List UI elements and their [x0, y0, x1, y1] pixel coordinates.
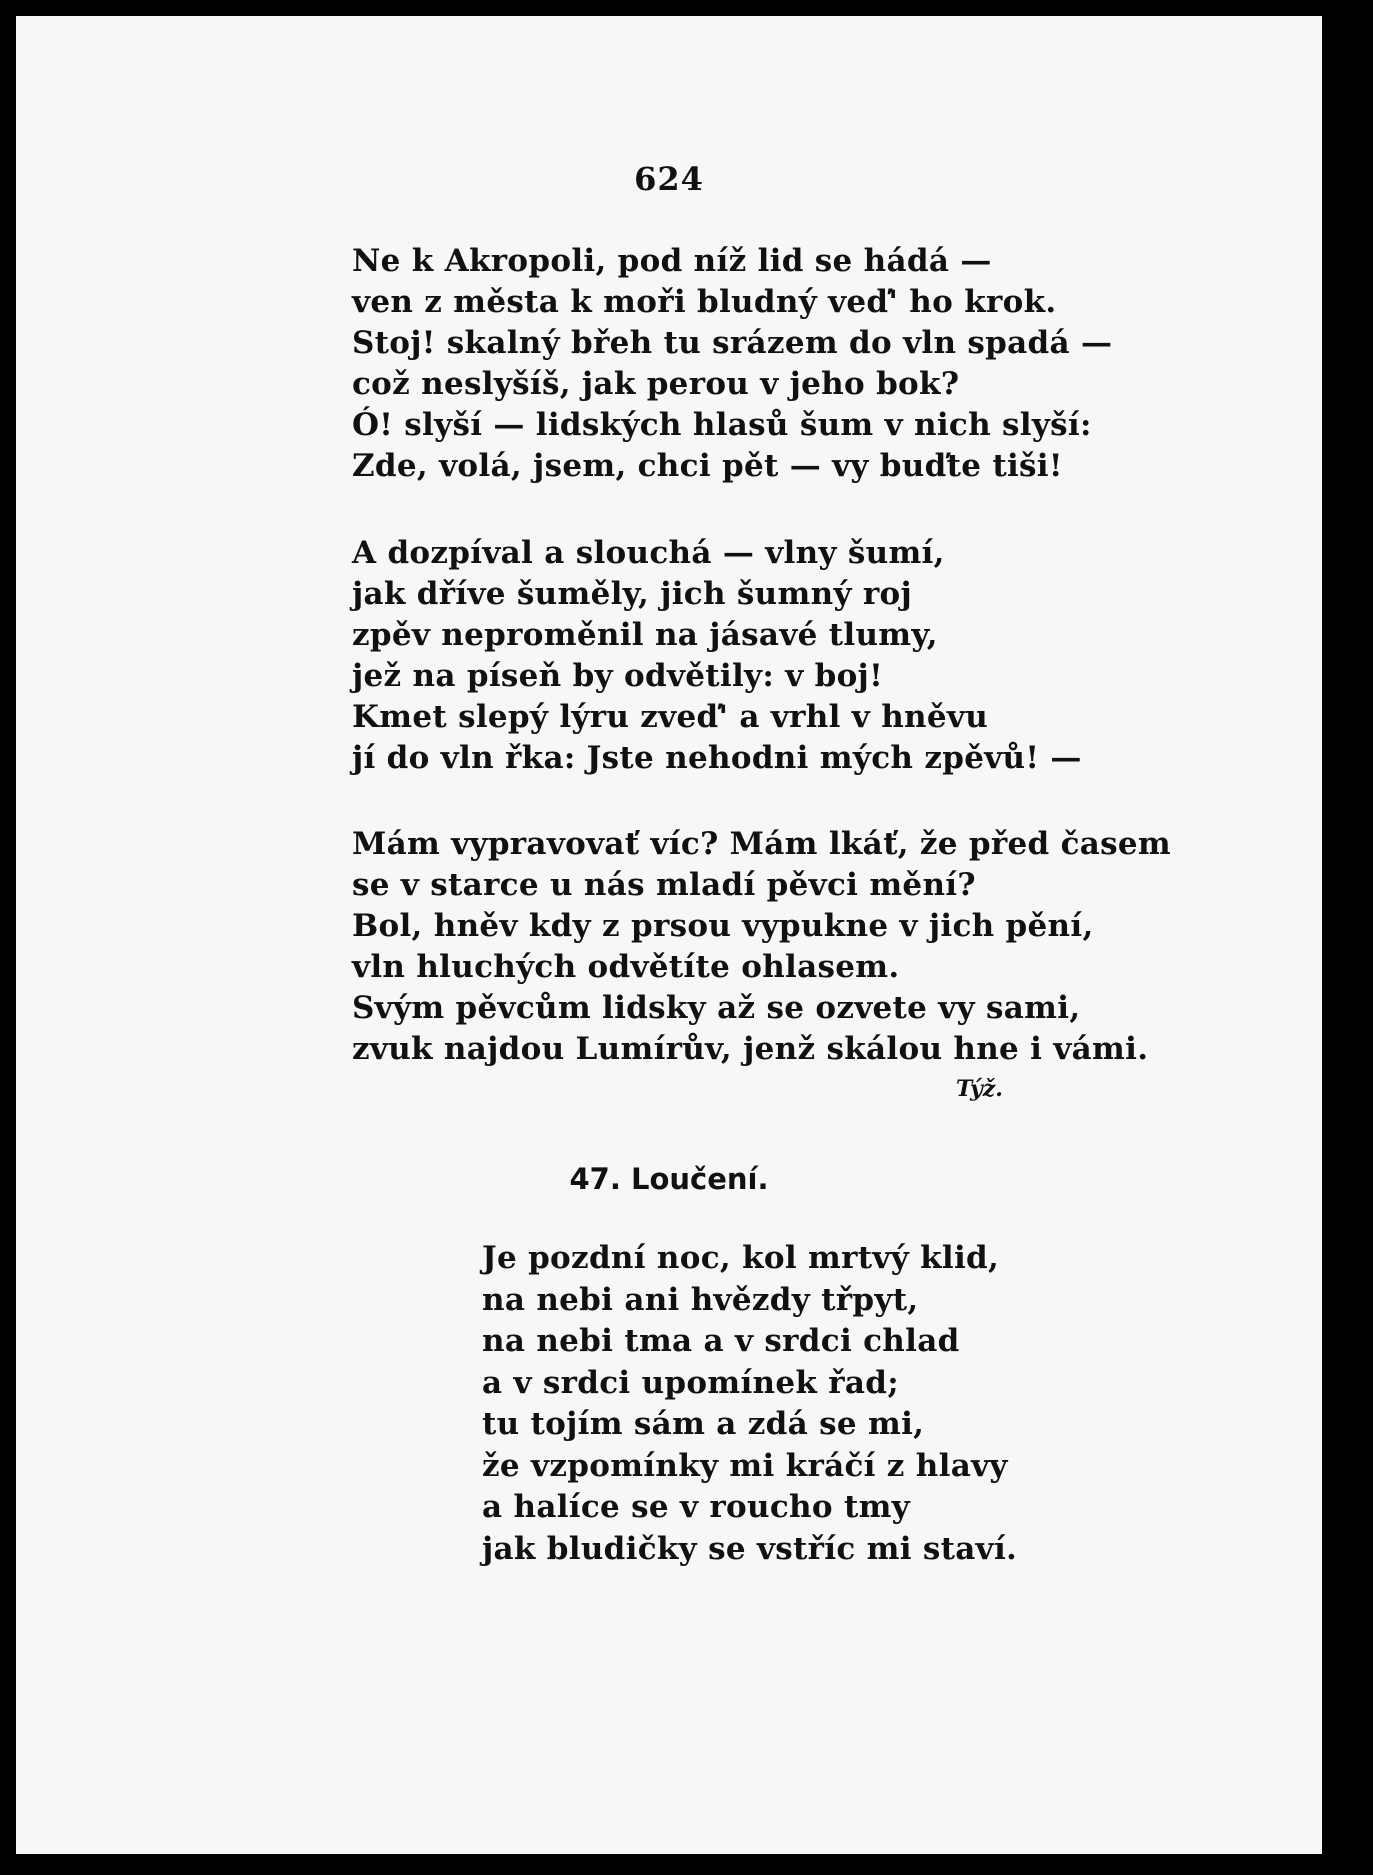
poem-line: a halíce se v roucho tmy — [482, 1489, 910, 1525]
poem-line: zvuk najdou Lumírův, jenž skálou hne i vámi. — [352, 1031, 1149, 1067]
poem2-stanza — [482, 1238, 1017, 1570]
stanza-1 — [352, 241, 1112, 487]
attribution: Týž. — [956, 1076, 1003, 1102]
poem-line: Stoj! skalný břeh tu srázem do vln spadá — — [352, 325, 1113, 361]
poem-line: což neslyšíš, jak perou v jeho bok? — [352, 366, 960, 402]
poem-line: Kmet slepý lýru zveď' a vrhl v hněvu — [352, 699, 989, 735]
poem-line: tu tojím sám a zdá se mi, — [482, 1406, 925, 1442]
poem-line: že vzpomínky mi kráčí z hlavy — [482, 1447, 1008, 1484]
poem-line: Bol, hněv kdy z prsou vypukne v jich pění, — [352, 908, 1094, 944]
poem-line: jak dříve šuměly, jich šumný roj — [352, 576, 912, 612]
poem-line: ven z města k moři bludný veď' ho krok. — [352, 284, 1057, 320]
poem-line: A dozpíval a slouchá — vlny šumí, — [352, 535, 945, 571]
poem-line: a v srdci upomínek řad; — [482, 1364, 900, 1401]
book-page — [16, 16, 1322, 1854]
stanza-2 — [352, 533, 1082, 779]
poem-line: Svým pěvcům lidsky až se ozvete vy sami, — [352, 990, 1081, 1026]
poem-line: se v starce u nás mladí pěvci mění? — [352, 867, 976, 903]
poem-title: 47. Loučení. — [569, 1162, 769, 1196]
poem-line: Je pozdní noc, kol mrtvý klid, — [482, 1240, 1000, 1276]
poem-line: jak bludičky se vstříc mi staví. — [482, 1530, 1018, 1567]
poem-line: zpěv neproměnil na jásavé tlumy, — [352, 617, 938, 653]
poem-line: na nebi ani hvězdy třpyt, — [482, 1281, 919, 1318]
poem-line: Zde, volá, jsem, chci pět — vy buďte tiši! — [352, 448, 1063, 484]
poem-line: jí do vln řka: Jste nehodni mých zpěvů! — — [352, 740, 1082, 776]
poem-line: vln hluchých odvětíte ohlasem. — [352, 949, 900, 985]
poem-line: na nebi tma a v srdci chlad — [482, 1323, 960, 1359]
poem-line: jež na píseň by odvětily: v boj! — [352, 658, 883, 694]
poem-line: Ne k Akropoli, pod níž lid se hádá — — [352, 243, 992, 279]
poem-line: Mám vypravovať víc? Mám lkáť, že před časem — [352, 826, 1172, 862]
stanza-3 — [352, 824, 1171, 1070]
poem-line: Ó! slyší — lidských hlasů šum v nich slyší: — [352, 407, 1092, 443]
page-number: 624 — [634, 160, 704, 198]
